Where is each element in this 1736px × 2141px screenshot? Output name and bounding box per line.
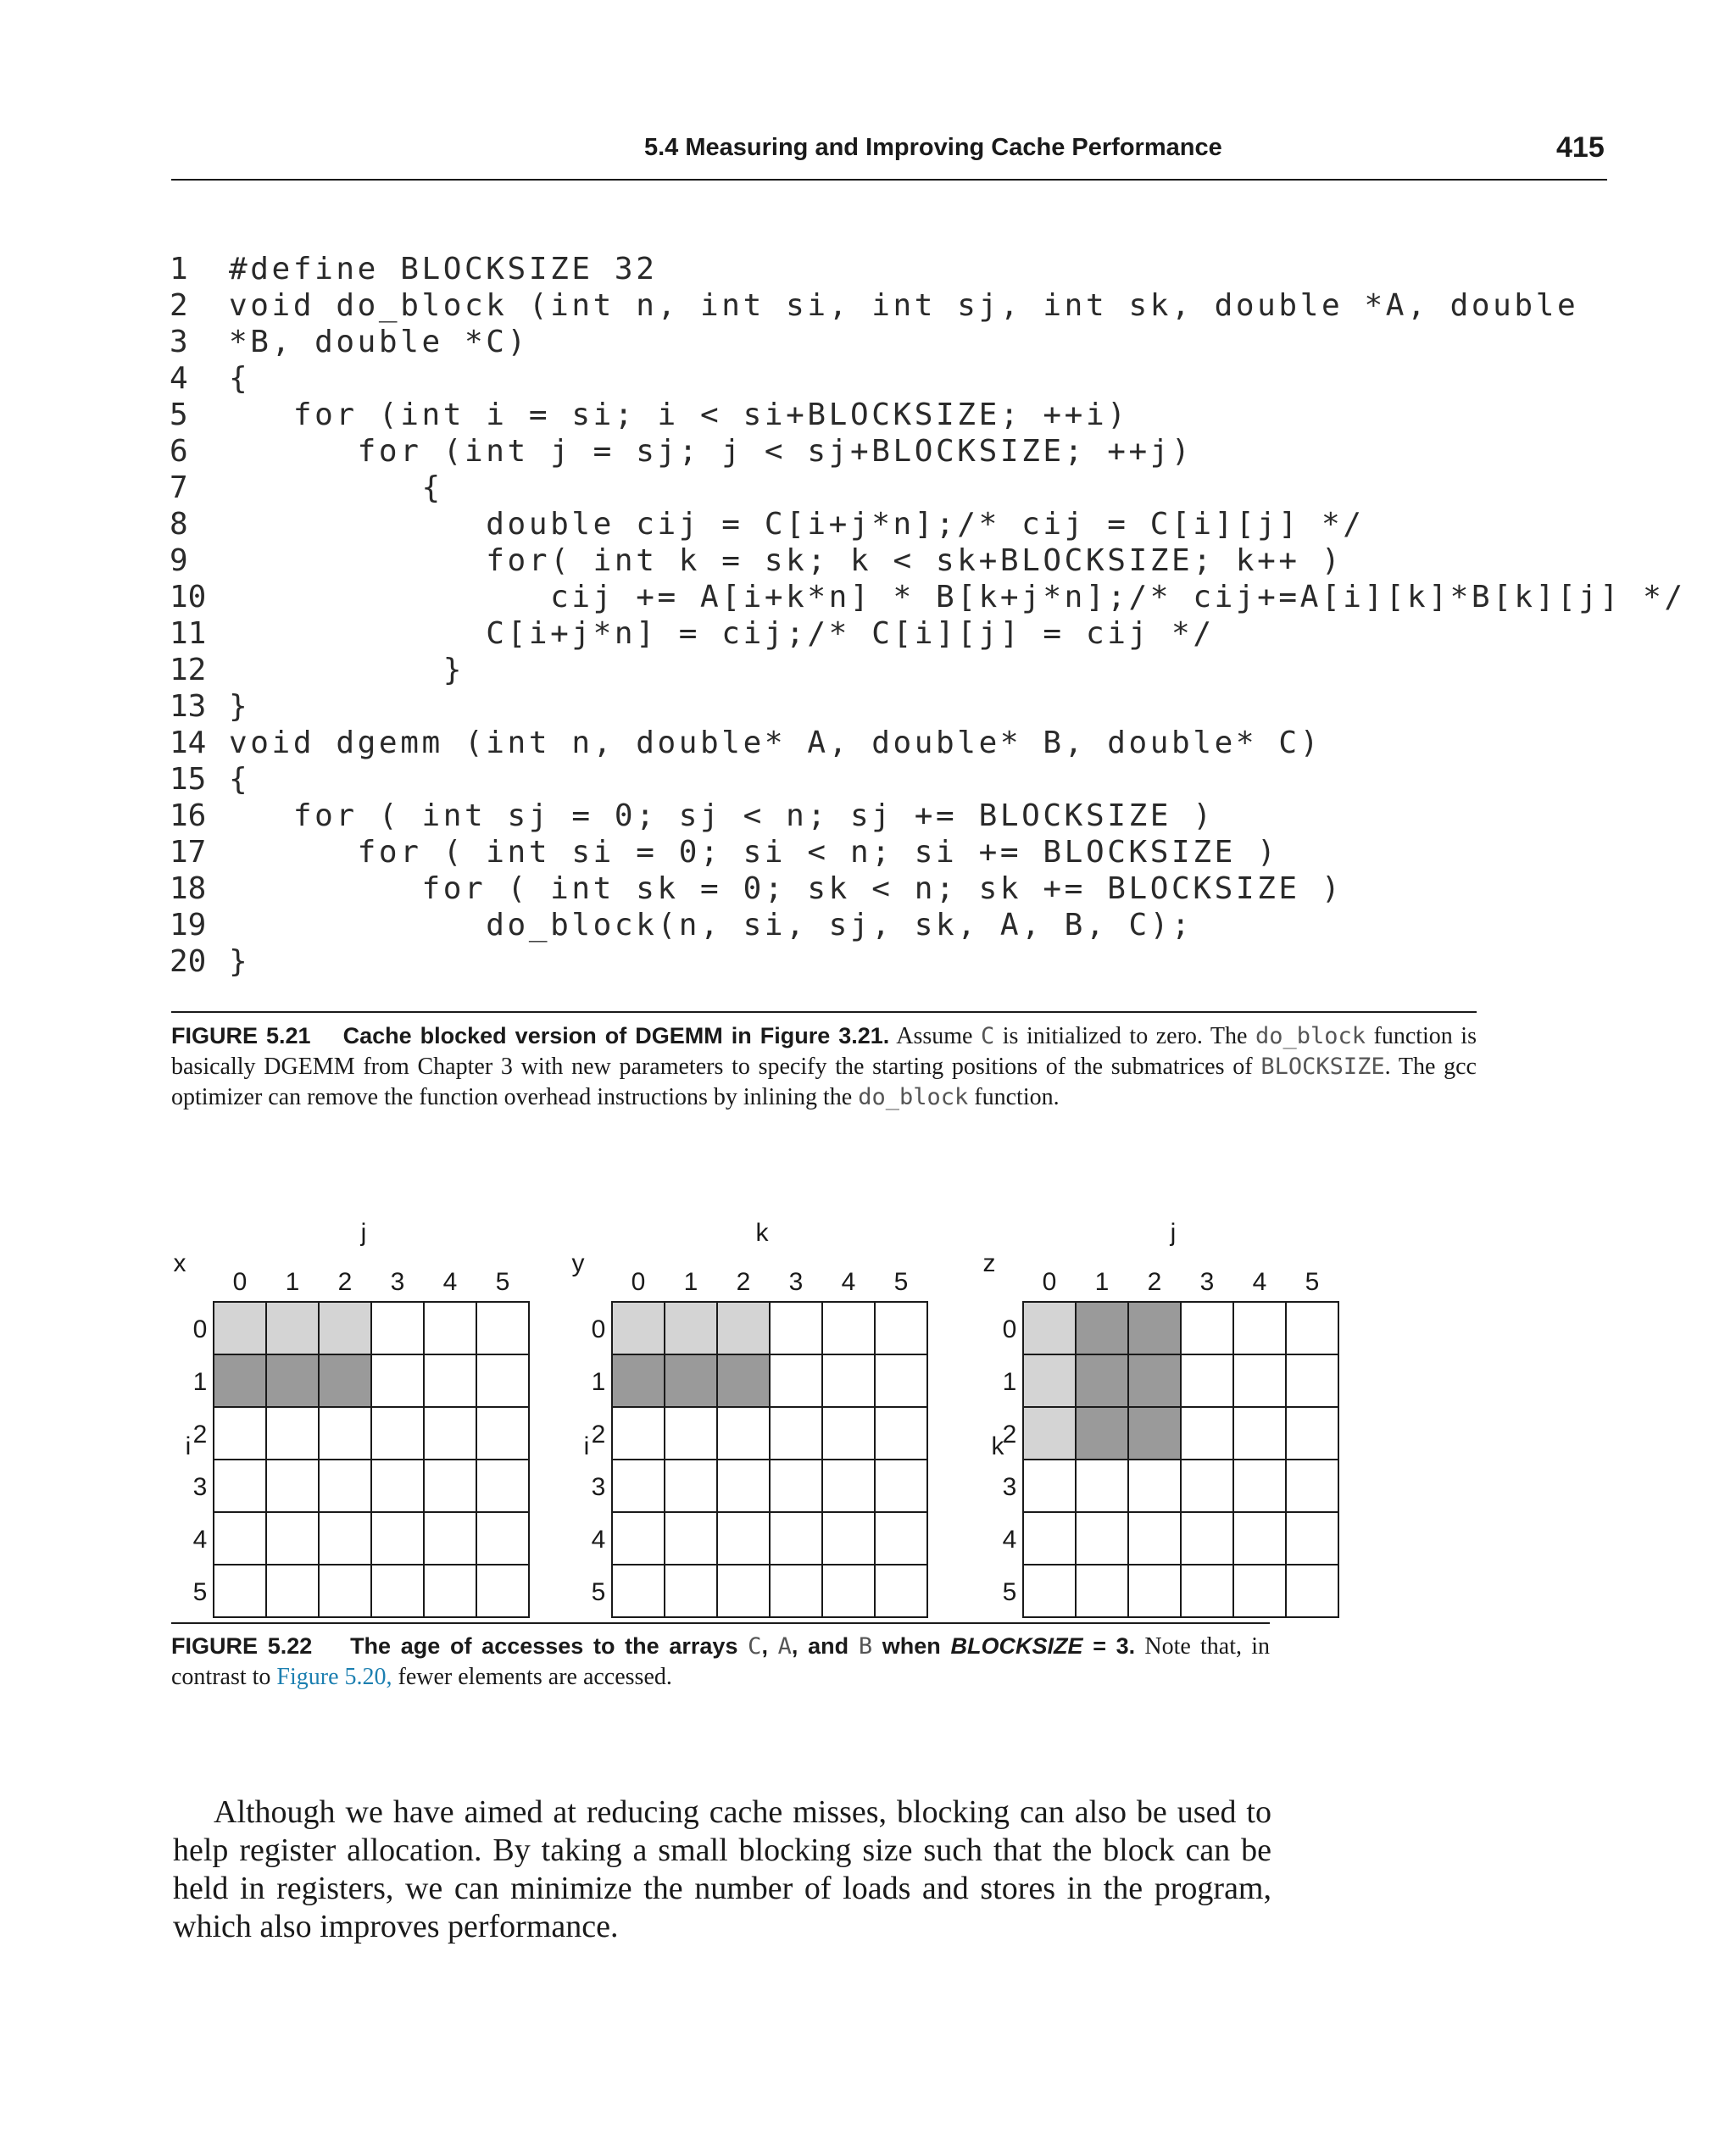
code-term: do_block	[1255, 1023, 1366, 1049]
grid-cell	[424, 1302, 476, 1354]
grid-cell	[875, 1565, 927, 1617]
grid-cell	[1128, 1354, 1181, 1407]
grid-cell	[319, 1512, 371, 1565]
figure-title: = 3.	[1082, 1633, 1136, 1659]
grid-cell	[266, 1460, 319, 1512]
figure-title: The age of accesses to the arrays	[350, 1633, 748, 1659]
grid-cell	[717, 1460, 770, 1512]
figure-5-21-caption	[171, 1020, 1477, 1113]
code-line	[170, 506, 1365, 542]
row-tick: 5	[192, 1578, 208, 1606]
code-text: #define BLOCKSIZE 32	[229, 252, 658, 286]
code-line	[170, 397, 1129, 433]
grid-cell	[822, 1460, 875, 1512]
figure-title: , and	[791, 1633, 859, 1659]
code-text: void dgemm (int n, double* A, double* B, double* C)	[229, 726, 1321, 760]
line-number: 12	[170, 653, 207, 687]
grid-cell	[665, 1460, 717, 1512]
grid-cell	[266, 1565, 319, 1617]
grid-cell	[717, 1512, 770, 1565]
grid-cell	[717, 1302, 770, 1354]
grid-cell	[1023, 1565, 1076, 1617]
grid-cell	[612, 1512, 665, 1565]
grid-cell	[770, 1407, 822, 1460]
code-line	[170, 542, 1343, 579]
column-tick: 2	[736, 1268, 751, 1296]
code-text: }	[229, 689, 251, 724]
grid-cell	[476, 1302, 529, 1354]
line-number: 20	[170, 944, 207, 979]
row-tick: 5	[1002, 1578, 1017, 1606]
caption-text: is initialized to zero. The	[994, 1023, 1255, 1049]
row-tick: 3	[1002, 1473, 1017, 1501]
grid-cell	[770, 1302, 822, 1354]
code-text: for (int i = si; i < si+BLOCKSIZE; ++i)	[229, 398, 1129, 432]
figure-label: FIGURE 5.21	[171, 1023, 311, 1048]
grid-cell	[1128, 1460, 1181, 1512]
row-tick: 0	[1002, 1315, 1017, 1343]
figure-5-22-caption	[171, 1631, 1270, 1693]
corner-label: x	[173, 1249, 186, 1277]
code-text: C[i+j*n] = cij;/* C[i][j] = cij */	[229, 616, 1215, 651]
grid-cell	[319, 1407, 371, 1460]
grid-cell	[1128, 1302, 1181, 1354]
line-number: 1	[170, 252, 188, 286]
grid-cell	[371, 1460, 424, 1512]
column-tick: 0	[232, 1268, 248, 1296]
line-number: 11	[170, 616, 207, 651]
figure-5-22-diagram	[161, 1221, 1365, 1619]
figure-5-22-rule	[171, 1622, 1270, 1624]
grid-cell	[612, 1565, 665, 1617]
caption-text: . The gcc optimizer can remove the function overhead instructions by inlining the	[171, 1054, 1477, 1110]
code-line	[170, 652, 465, 688]
code-text: do_block(n, si, sj, sk, A, B, C);	[229, 908, 1194, 943]
column-tick: 1	[285, 1268, 300, 1296]
line-number: 5	[170, 398, 188, 432]
caption-text: function.	[968, 1084, 1060, 1110]
code-line	[170, 360, 250, 397]
column-axis-label: k	[755, 1221, 769, 1247]
column-tick: 1	[683, 1268, 698, 1296]
grid-cell	[319, 1354, 371, 1407]
row-tick: 3	[591, 1473, 606, 1501]
code-line	[170, 251, 657, 287]
grid-cell	[1076, 1460, 1128, 1512]
code-text: for ( int sk = 0; sk < n; sk += BLOCKSIZE )	[229, 871, 1344, 906]
code-line	[170, 324, 529, 360]
row-tick: 1	[1002, 1368, 1017, 1396]
corner-label: z	[982, 1249, 996, 1277]
figure-title: Cache blocked version of DGEMM in Figure 3.21.	[342, 1023, 890, 1048]
line-number: 17	[170, 835, 207, 870]
grid-cell	[1076, 1302, 1128, 1354]
column-tick: 0	[1042, 1268, 1057, 1296]
figure-link[interactable]: Figure 5.20,	[276, 1664, 392, 1690]
code-text: double cij = C[i+j*n];/* cij = C[i][j] */	[229, 507, 1365, 542]
code-text: for (int j = sj; j < sj+BLOCKSIZE; ++j)	[229, 434, 1194, 469]
grid-cell	[1286, 1407, 1338, 1460]
grid-cell	[1181, 1354, 1233, 1407]
line-number: 15	[170, 762, 207, 797]
code-line	[170, 615, 1215, 652]
grid-cell	[476, 1460, 529, 1512]
code-term: C	[981, 1023, 995, 1049]
grid-cell	[822, 1302, 875, 1354]
code-text: {	[229, 470, 443, 505]
grid-cell	[822, 1407, 875, 1460]
grid-cell	[612, 1302, 665, 1354]
grid-cell	[612, 1354, 665, 1407]
code-line	[170, 470, 443, 506]
grid-cell	[875, 1460, 927, 1512]
row-tick: 2	[192, 1421, 208, 1449]
line-number: 13	[170, 689, 207, 724]
line-number: 9	[170, 543, 188, 578]
grid-cell	[1233, 1512, 1286, 1565]
grid-cell	[1023, 1302, 1076, 1354]
grid-cell	[266, 1354, 319, 1407]
grid-cell	[476, 1407, 529, 1460]
grid-cell	[266, 1302, 319, 1354]
row-tick: 2	[591, 1421, 606, 1449]
code-text: {	[229, 361, 251, 396]
body-paragraph	[173, 1793, 1271, 1946]
grid-cell	[717, 1354, 770, 1407]
code-line	[170, 907, 1193, 943]
grid-cell	[371, 1354, 424, 1407]
column-tick: 0	[631, 1268, 646, 1296]
line-number: 2	[170, 288, 188, 323]
grid-cell	[1076, 1407, 1128, 1460]
line-number: 7	[170, 470, 188, 505]
grid-cell	[476, 1354, 529, 1407]
code-line	[170, 433, 1193, 470]
code-line	[170, 287, 1578, 324]
grid-cell	[1233, 1354, 1286, 1407]
grid-cell	[371, 1565, 424, 1617]
page-number: 415	[1556, 131, 1605, 164]
grid-cell	[424, 1460, 476, 1512]
line-number: 4	[170, 361, 188, 396]
grid-cell	[1181, 1512, 1233, 1565]
code-text: for ( int si = 0; si < n; si += BLOCKSIZE )	[229, 835, 1279, 870]
grid-cell	[822, 1512, 875, 1565]
code-line	[170, 834, 1278, 870]
column-axis-label: j	[360, 1221, 367, 1247]
code-text: {	[229, 762, 251, 797]
figure-label: FIGURE 5.22	[171, 1633, 313, 1659]
row-tick: 4	[1002, 1526, 1017, 1554]
line-number: 14	[170, 726, 207, 760]
column-tick: 4	[442, 1268, 458, 1296]
header-rule	[171, 179, 1607, 181]
grid-cell	[319, 1460, 371, 1512]
caption-text: function is basically DGEMM from Chapter 3 with new parameters to specify the starting positions of the submatrices of	[171, 1023, 1477, 1080]
grid-cell	[1181, 1460, 1233, 1512]
grid-cell	[424, 1354, 476, 1407]
grid-cell	[875, 1302, 927, 1354]
grid-cell	[371, 1302, 424, 1354]
caption-text: fewer elements are accessed.	[392, 1664, 672, 1690]
row-axis-label: i	[583, 1432, 590, 1460]
grid-cell	[1181, 1407, 1233, 1460]
column-tick: 5	[893, 1268, 909, 1296]
grid-cell	[612, 1460, 665, 1512]
column-tick: 2	[337, 1268, 353, 1296]
grid-cell	[822, 1354, 875, 1407]
grid-cell	[665, 1354, 717, 1407]
code-text: }	[229, 653, 465, 687]
grid-cell	[476, 1565, 529, 1617]
code-line	[170, 761, 250, 798]
caption-text: Assume	[889, 1023, 981, 1049]
column-axis-label: j	[1170, 1221, 1177, 1247]
grid-cell	[1286, 1565, 1338, 1617]
grid-cell	[1128, 1565, 1181, 1617]
grid-cell	[665, 1565, 717, 1617]
row-tick: 0	[192, 1315, 208, 1343]
grid-cell	[266, 1512, 319, 1565]
grid-cell	[1076, 1565, 1128, 1617]
code-text: void do_block (int n, int si, int sj, int sk, double *A, double	[229, 288, 1579, 323]
grid-cell	[371, 1512, 424, 1565]
grid-cell	[371, 1407, 424, 1460]
grid-cell	[770, 1354, 822, 1407]
code-line	[170, 870, 1343, 907]
grid-cell	[822, 1565, 875, 1617]
figure-title: ,	[761, 1633, 778, 1659]
code-text: for ( int sj = 0; sj < n; sj += BLOCKSIZE )	[229, 798, 1215, 833]
grid-cell	[1076, 1354, 1128, 1407]
code-term: B	[858, 1633, 873, 1660]
code-line	[170, 725, 1321, 761]
line-number: 6	[170, 434, 188, 469]
row-tick: 1	[591, 1368, 606, 1396]
grid-cell	[424, 1407, 476, 1460]
row-axis-label: i	[185, 1432, 192, 1460]
grid-cell	[424, 1565, 476, 1617]
grid-cell	[1233, 1302, 1286, 1354]
grid-cell	[214, 1565, 266, 1617]
line-number: 3	[170, 325, 188, 359]
column-tick: 4	[841, 1268, 856, 1296]
grid-cell	[612, 1407, 665, 1460]
grid-cell	[665, 1302, 717, 1354]
line-number: 19	[170, 908, 207, 943]
grid-cell	[1076, 1512, 1128, 1565]
grid-cell	[266, 1407, 319, 1460]
column-tick: 4	[1252, 1268, 1267, 1296]
grid-cell	[1233, 1460, 1286, 1512]
row-tick: 4	[591, 1526, 606, 1554]
caption-text: Note that, in contrast to	[171, 1633, 1270, 1690]
grid-cell	[1233, 1565, 1286, 1617]
grid-cell	[770, 1565, 822, 1617]
grid-cell	[319, 1565, 371, 1617]
grid-cell	[1128, 1512, 1181, 1565]
grid-cell	[1023, 1512, 1076, 1565]
code-line	[170, 579, 1686, 615]
code-text: cij += A[i+k*n] * B[k+j*n];/* cij+=A[i][k]*B[k][j] */	[229, 580, 1686, 614]
grid-cell	[665, 1407, 717, 1460]
code-text: *B, double *C)	[229, 325, 529, 359]
grid-cell	[875, 1512, 927, 1565]
grid-cell	[214, 1354, 266, 1407]
code-line	[170, 943, 250, 980]
section-title: 5.4 Measuring and Improving Cache Performance	[644, 134, 1222, 161]
figure-title: BLOCKSIZE	[950, 1633, 1083, 1659]
column-tick: 3	[390, 1268, 405, 1296]
grid-cell	[875, 1407, 927, 1460]
row-axis-label: k	[991, 1432, 1004, 1460]
grid-cell	[1286, 1354, 1338, 1407]
line-number: 8	[170, 507, 188, 542]
column-tick: 3	[1199, 1268, 1215, 1296]
code-term: A	[777, 1633, 792, 1660]
code-line	[170, 688, 250, 725]
grid-cell	[476, 1512, 529, 1565]
grid-cell	[1181, 1302, 1233, 1354]
grid-cell	[1233, 1407, 1286, 1460]
figure-title: when	[872, 1633, 951, 1659]
body-text: Although we have aimed at reducing cache misses, blocking can also be used to help register allocation. By taking a small blocking size such that the block can be held in registers, we can minimize the number of loads and stores in the program, which also improves performance.	[173, 1794, 1271, 1944]
code-line	[170, 798, 1215, 834]
grid-cell	[717, 1407, 770, 1460]
grid-cell	[770, 1512, 822, 1565]
grid-cell	[1023, 1460, 1076, 1512]
row-tick: 2	[1002, 1421, 1017, 1449]
line-number: 18	[170, 871, 207, 906]
column-tick: 5	[495, 1268, 510, 1296]
grid-cell	[1286, 1512, 1338, 1565]
column-tick: 3	[788, 1268, 804, 1296]
column-tick: 2	[1147, 1268, 1162, 1296]
grid-cell	[1286, 1460, 1338, 1512]
grid-cell	[770, 1460, 822, 1512]
column-tick: 5	[1305, 1268, 1320, 1296]
code-term: BLOCKSIZE	[1260, 1054, 1385, 1080]
code-term: C	[748, 1633, 762, 1660]
grid-cell	[1023, 1354, 1076, 1407]
code-text: for( int k = sk; k < sk+BLOCKSIZE; k++ )	[229, 543, 1344, 578]
grid-cell	[214, 1460, 266, 1512]
code-term: do_block	[858, 1084, 969, 1110]
grid-cell	[214, 1407, 266, 1460]
grid-cell	[214, 1302, 266, 1354]
row-tick: 3	[192, 1473, 208, 1501]
row-tick: 5	[591, 1578, 606, 1606]
grid-cell	[214, 1512, 266, 1565]
row-tick: 4	[192, 1526, 208, 1554]
grid-cell	[1023, 1407, 1076, 1460]
grid-cell	[1181, 1565, 1233, 1617]
grid-cell	[424, 1512, 476, 1565]
grid-cell	[875, 1354, 927, 1407]
grid-cell	[1128, 1407, 1181, 1460]
column-tick: 1	[1094, 1268, 1110, 1296]
row-tick: 0	[591, 1315, 606, 1343]
figure-5-21-rule	[171, 1011, 1477, 1013]
code-text: }	[229, 944, 251, 979]
grid-cell	[1286, 1302, 1338, 1354]
line-number: 10	[170, 580, 207, 614]
row-tick: 1	[192, 1368, 208, 1396]
corner-label: y	[571, 1249, 585, 1277]
grid-cell	[717, 1565, 770, 1617]
grid-cell	[319, 1302, 371, 1354]
line-number: 16	[170, 798, 207, 833]
grid-cell	[665, 1512, 717, 1565]
